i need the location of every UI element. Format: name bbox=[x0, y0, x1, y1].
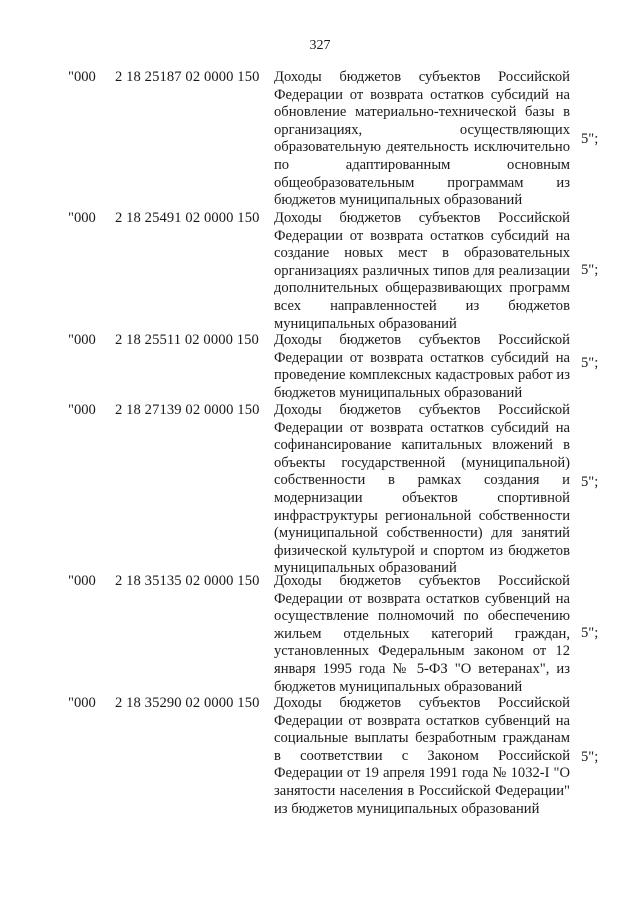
row-prefix: "000 bbox=[68, 573, 96, 589]
row-description: Доходы бюджетов субъектов Российской Федерации от возврата остатков субсидий на создание новых мест в образовательных организациях различных типов для реализации дополнительных общеразвивающих программ всех направленностей из бюджетов муниципальных образований bbox=[274, 210, 570, 332]
row-description: Доходы бюджетов субъектов Российской Федерации от возврата остатков субвенций на осуществление полномочий по обеспечению жильем отдельных категорий граждан, установленных Федеральным законом от 12 января 1995 года № 5-ФЗ "О ветеранах", из бюджетов муниципальных образований bbox=[274, 573, 570, 695]
row-suffix: 5"; bbox=[581, 749, 599, 765]
row-prefix: "000 bbox=[68, 402, 96, 418]
page-number: 327 bbox=[309, 38, 331, 53]
budget-code: 2 18 35290 02 0000 150 bbox=[115, 695, 260, 711]
row-prefix: "000 bbox=[68, 332, 96, 348]
budget-code: 2 18 27139 02 0000 150 bbox=[115, 402, 260, 418]
row-prefix: "000 bbox=[68, 69, 96, 85]
budget-code: 2 18 25491 02 0000 150 bbox=[115, 210, 260, 226]
row-suffix: 5"; bbox=[581, 355, 599, 371]
row-suffix: 5"; bbox=[581, 131, 599, 147]
row-suffix: 5"; bbox=[581, 262, 599, 278]
row-prefix: "000 bbox=[68, 210, 96, 226]
row-description: Доходы бюджетов субъектов Российской Федерации от возврата остатков субсидий на обновление материально-технической базы в организациях, осуществляющих образовательную деятельность исключительно по адаптированным основным общеобразовательным программам из бюджетов муниципальных образований bbox=[274, 69, 570, 209]
row-description: Доходы бюджетов субъектов Российской Федерации от возврата остатков субсидий на софинансирование капитальных вложений в объекты государственной (муниципальной) собственности в рамках создания и модернизации объектов спортивной инфраструктуры региональной собственности (муниципальной собственности) для занятий физической культурой и спортом из бюджетов муниципальных образований bbox=[274, 402, 570, 577]
row-description: Доходы бюджетов субъектов Российской Федерации от возврата остатков субвенций на социальные выплаты безработным гражданам в соответствии с Законом Российской Федерации от 19 апреля 1991 года № 1032-I "О занятости населения в Российской Федерации" из бюджетов муниципальных образований bbox=[274, 695, 570, 817]
row-suffix: 5"; bbox=[581, 474, 599, 490]
budget-code: 2 18 25187 02 0000 150 bbox=[115, 69, 260, 85]
row-prefix: "000 bbox=[68, 695, 96, 711]
row-suffix: 5"; bbox=[581, 625, 599, 641]
row-description: Доходы бюджетов субъектов Российской Федерации от возврата остатков субсидий на проведение комплексных кадастровых работ из бюджетов муниципальных образований bbox=[274, 332, 570, 401]
budget-code: 2 18 35135 02 0000 150 bbox=[115, 573, 260, 589]
budget-code: 2 18 25511 02 0000 150 bbox=[115, 332, 259, 348]
